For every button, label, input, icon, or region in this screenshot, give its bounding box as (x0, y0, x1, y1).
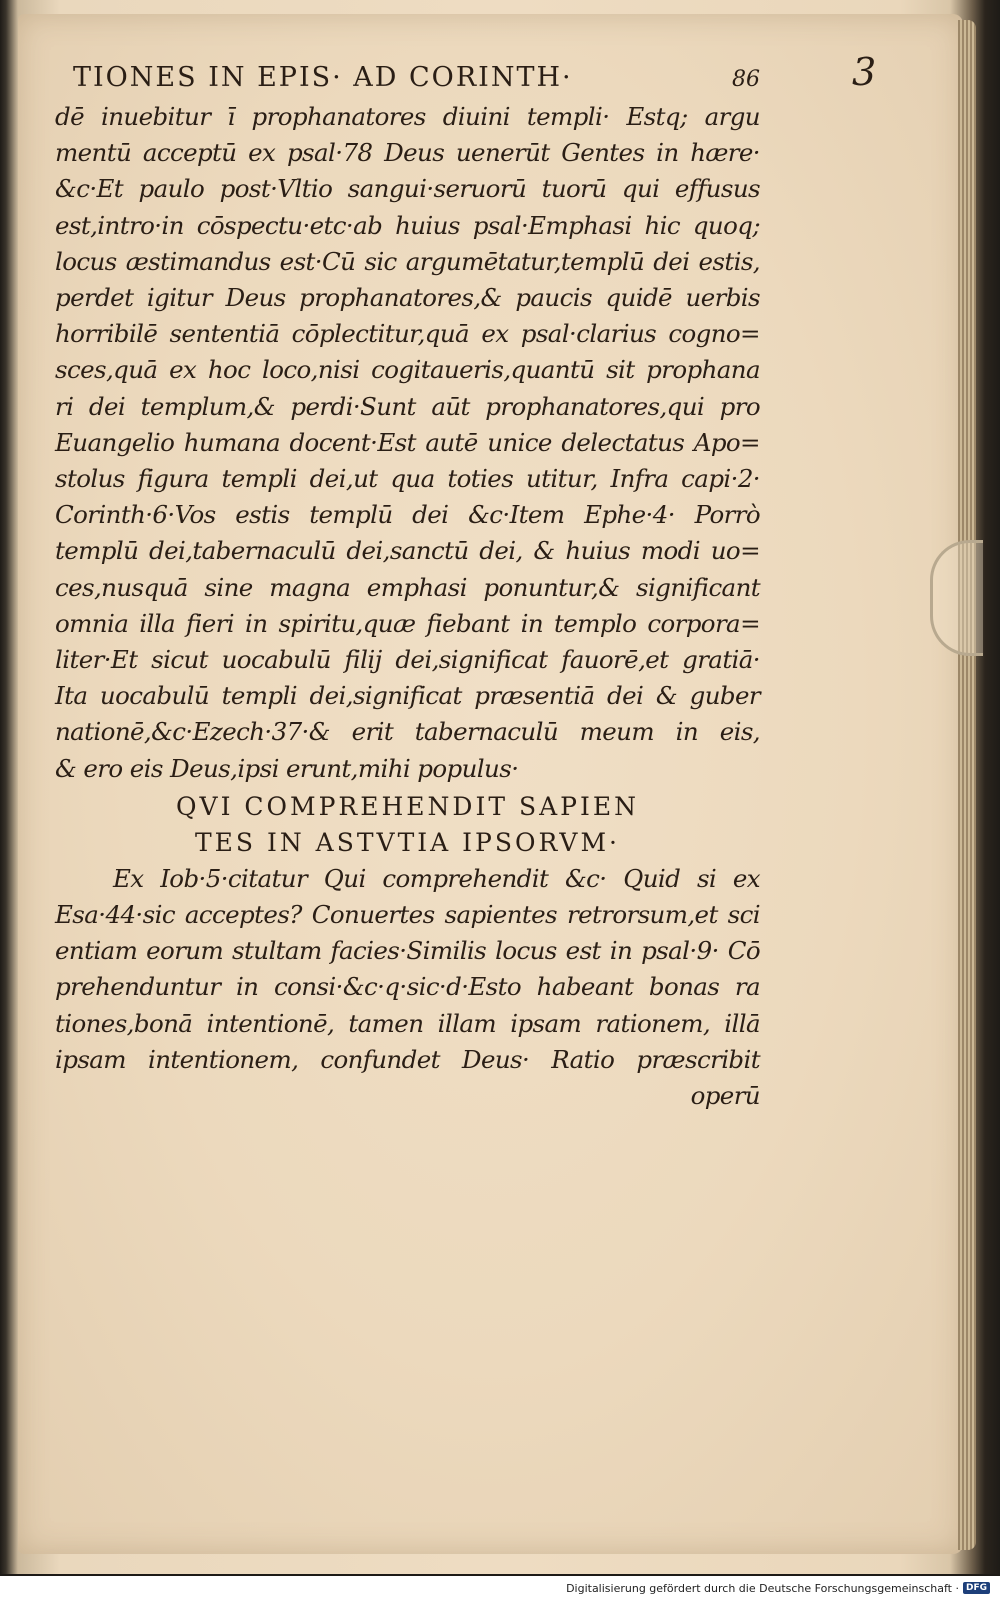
body-text (55, 99, 760, 787)
body-line: est,intro·in cōspectu·etc·ab huius psal·Emphasi hic quoq; (55, 210, 760, 240)
digitization-footer (0, 1576, 1000, 1600)
body-line: mentū acceptū ex psal·78 Deus uenerūt Gentes in hære· (55, 138, 760, 168)
text-block (55, 62, 760, 1114)
section-line: ipsam intentionem, confundet Deus· Ratio præscribit (55, 1044, 760, 1074)
page-clip (930, 540, 983, 656)
body-line: locus æstimandus est·Cū sic argumētatur,templū dei estis, (55, 246, 760, 276)
body-line: nationē,&c·Ezech·37·& erit tabernaculū meum in eis, (55, 717, 760, 747)
body-line: perdet igitur Deus prophanatores,& paucis quidē uerbis (55, 283, 760, 313)
page-number-mark: 3 (852, 50, 877, 94)
body-line: stolus figura templi dei,ut qua toties utitur, Infra capi·2· (55, 464, 760, 494)
catchword: operū (690, 1081, 760, 1111)
body-line: horribilē sententiā cōplectitur,quā ex psal·clarius cogno= (55, 319, 760, 349)
page-edges (958, 20, 976, 1550)
section-heading-line: QVI COMPREHENDIT SAPIEN (176, 791, 639, 821)
body-line: templū dei,tabernaculū dei,sanctū dei, & huius modi uo= (55, 536, 760, 566)
section-line: prehenduntur in consi·&c·q·sic·d·Esto habeant bonas ra (55, 972, 760, 1002)
dfg-logo: DFG (963, 1582, 990, 1594)
body-line: omnia illa fieri in spiritu,quæ fiebant in templo corpora= (55, 608, 760, 638)
section-line: entiam eorum stultam facies·Similis locus est in psal·9· Cō (55, 936, 760, 966)
section-line: Ex Iob·5·citatur Qui comprehendit &c· Quid si ex (113, 863, 760, 893)
running-head-title: TIONES IN EPIS· AD CORINTH· (73, 62, 573, 93)
body-line: Euangelio humana docent·Est autē unice delectatus Apo= (55, 427, 760, 457)
body-line: Ita uocabulū templi dei,significat præsentiā dei & guber (55, 681, 760, 711)
body-line: & ero eis Deus,ipsi erunt,mihi populus· (55, 753, 519, 783)
folio-number: 86 (732, 67, 760, 92)
running-head (73, 62, 760, 93)
section-line: tiones,bonā intentionē, tamen illam ipsam rationem, illā (55, 1008, 760, 1038)
body-line: Corinth·6·Vos estis templū dei &c·Item Ephe·4· Porrò (55, 500, 760, 530)
body-line: dē inuebitur ī prophanatores diuini templi· Estq; argu (55, 102, 760, 131)
body-line: &c·Et paulo post·Vltio sangui·seruorū tuorū qui effusus (55, 174, 760, 204)
section-heading (55, 789, 760, 861)
body-line: ces,nusquā sine magna emphasi ponuntur,& significant (55, 572, 760, 602)
section-heading-line: TES IN ASTVTIA IPSORVM· (194, 827, 620, 857)
footer-credit: Digitalisierung gefördert durch die Deutsche Forschungsgemeinschaft · (566, 1581, 959, 1595)
section-text (55, 861, 760, 1114)
body-line: liter·Et sicut uocabulū filij dei,significat fauorē,et gratiā· (55, 645, 760, 675)
section-line: Esa·44·sic acceptes? Conuertes sapientes retrorsum,et sci (55, 900, 760, 930)
body-line: ri dei templum,& perdi·Sunt aūt prophanatores,qui pro (55, 391, 760, 421)
body-line: sces,quā ex hoc loco,nisi cogitaueris,quantū sit prophana (55, 355, 760, 385)
